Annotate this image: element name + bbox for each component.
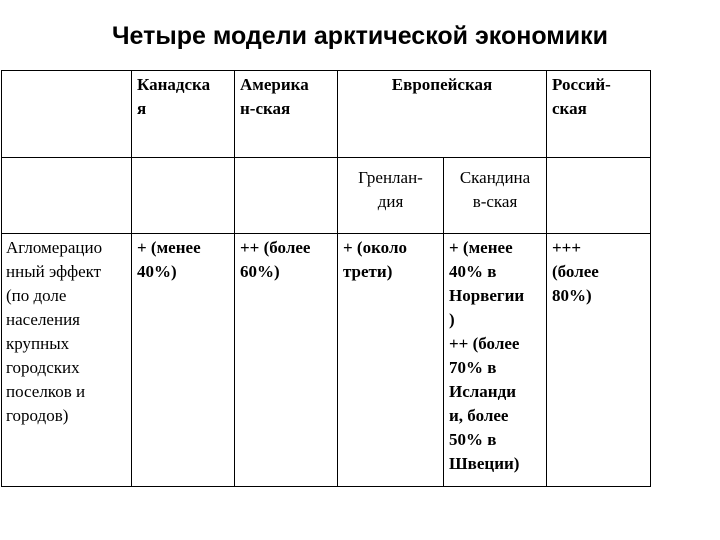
cell-canadian: + (менее 40%) bbox=[131, 233, 235, 487]
subheader-greenland: Гренлан- дия bbox=[337, 157, 444, 234]
subheader-scandinavian: Скандина в-ская bbox=[443, 157, 547, 234]
cell-greenland: + (около трети) bbox=[337, 233, 444, 487]
header-empty-cell bbox=[1, 70, 132, 158]
cell-scandinavian: + (менее 40% в Норвегии ) ++ (более 70% в Исланди и, более 50% в Швеции) bbox=[443, 233, 547, 487]
page-title: Четыре модели арктической экономики bbox=[111, 22, 609, 50]
header-canadian: Канадска я bbox=[131, 70, 235, 158]
header-european: Европейская bbox=[337, 70, 547, 158]
cell-russian: +++ (более 80%) bbox=[546, 233, 651, 487]
row-label-agglomeration: Агломерацио нный эффект (по доле населения крупных городских поселков и городов) bbox=[1, 233, 132, 487]
subheader-american-empty bbox=[234, 157, 338, 234]
header-russian: Россий- ская bbox=[546, 70, 651, 158]
subheader-empty-cell bbox=[1, 157, 132, 234]
subheader-russian-empty bbox=[546, 157, 651, 234]
subheader-canadian-empty bbox=[131, 157, 235, 234]
cell-american: ++ (более 60%) bbox=[234, 233, 338, 487]
header-american: Америка н-ская bbox=[234, 70, 338, 158]
